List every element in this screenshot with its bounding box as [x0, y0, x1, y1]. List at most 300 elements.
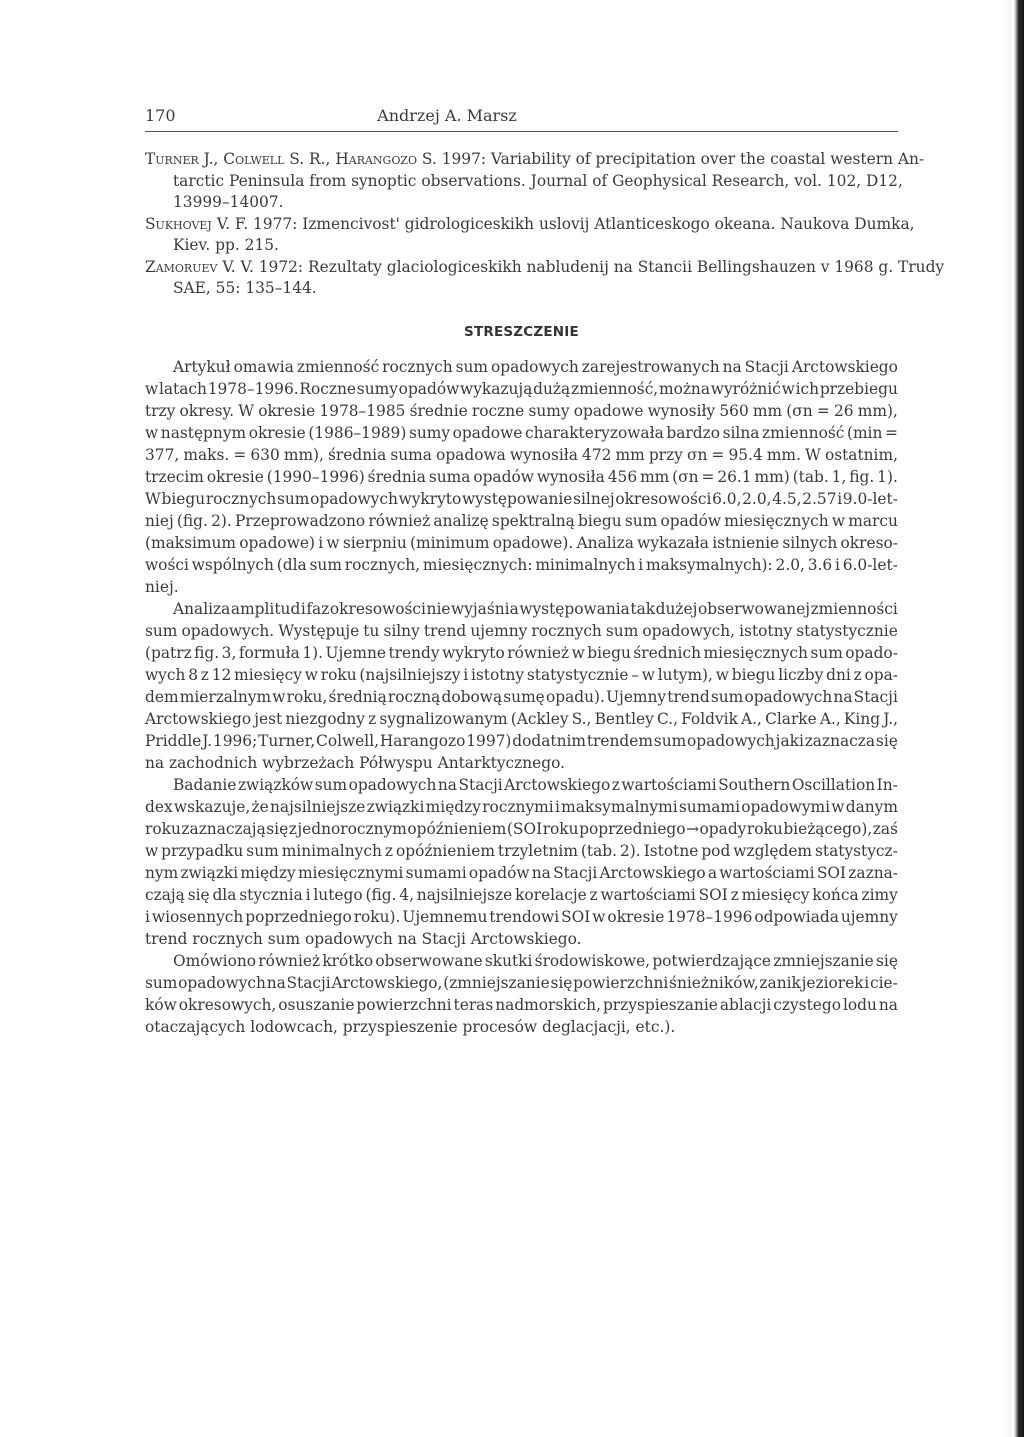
abstract-word: roku [746, 820, 783, 838]
abstract-word: 26 [833, 402, 854, 420]
abstract-word: obserwowane [375, 952, 483, 970]
abstract-word: rocznych [205, 490, 277, 508]
abstract-word: Stacji [744, 358, 789, 376]
abstract-word: opóźnieniem [407, 820, 507, 838]
page-number: 170 [145, 106, 176, 125]
abstract-line [145, 532, 898, 554]
abstract-word: przebiegu [819, 380, 898, 398]
abstract-word: związki [180, 864, 239, 882]
abstract-line [145, 620, 898, 642]
abstract-word: następnym [160, 424, 247, 442]
abstract-word: 1978–1985 [319, 402, 406, 420]
abstract-word: czają [145, 886, 185, 904]
abstract-word: 4, [399, 886, 414, 904]
abstract-word: na [878, 996, 898, 1014]
abstract-word: wartościami [621, 776, 717, 794]
abstract-word: analizę [433, 512, 489, 530]
abstract-word: fig. [194, 644, 220, 662]
abstract-word: 9.0-let- [842, 490, 898, 508]
abstract-word: krótko [322, 952, 374, 970]
abstract-word: i [145, 908, 150, 926]
abstract-word: się [875, 732, 898, 750]
abstract-word: poprzedniego [579, 820, 686, 838]
abstract-word: 2.57 [802, 490, 837, 508]
abstract-word: Southern [718, 776, 791, 794]
abstract-word: statystycznie [796, 622, 898, 640]
abstract-word: 1996; [212, 732, 258, 750]
abstract-word: niej [145, 512, 174, 530]
abstract-word: skutki [484, 952, 533, 970]
abstract-word: 2.0, [775, 556, 805, 574]
abstract-word: wykazują [460, 380, 533, 398]
abstract-line [145, 818, 898, 840]
abstract-word: się [266, 820, 289, 838]
abstract-word: (maksimum [145, 534, 237, 552]
abstract-word: w [831, 512, 846, 530]
abstract-word: statystycz- [815, 842, 898, 860]
abstract-word: J. [202, 732, 213, 750]
abstract-word: istnienie [712, 534, 780, 552]
abstract-word: 95.4 [728, 446, 763, 464]
abstract-word: okresie [258, 402, 316, 420]
abstract-word: i [554, 798, 560, 816]
abstract-line [145, 686, 898, 708]
abstract-word: końca [812, 886, 859, 904]
abstract-word: latach [158, 380, 207, 398]
abstract-word: z [384, 842, 393, 860]
abstract-word: Stacji [458, 776, 503, 794]
abstract-word: biegu [587, 644, 631, 662]
abstract-word: na [437, 776, 457, 794]
abstract-word: na [722, 358, 742, 376]
abstract-word: najsilniejsze [416, 886, 513, 904]
abstract-word: Analiza [576, 534, 634, 552]
abstract-word: trendowi [489, 908, 560, 926]
abstract-word: związki [366, 798, 425, 816]
abstract-word: ków [145, 996, 177, 1014]
abstract-word: średnią [328, 688, 387, 706]
abstract-word: 3.6 [807, 556, 833, 574]
abstract-line [145, 774, 898, 796]
abstract-word: trzy [145, 402, 176, 420]
abstract-word: W [805, 446, 821, 464]
abstract-word: sum [455, 358, 489, 376]
abstract-word: wykryto [398, 490, 462, 508]
abstract-word: również [507, 644, 570, 662]
abstract-word: silnych [782, 534, 838, 552]
abstract-word: sum [309, 556, 342, 574]
abstract-word: σn [686, 446, 708, 464]
abstract-word: bardzo [666, 424, 720, 442]
abstract-word: wynosiła [536, 468, 605, 486]
abstract-word: Ujemnemu [402, 908, 488, 926]
abstract-word: średnia [367, 468, 426, 486]
abstract-word: 1, [831, 468, 847, 486]
abstract-word: osuszanie [278, 996, 355, 1014]
abstract-word: Przeprowadzono [235, 512, 366, 530]
abstract-word: Priddle [145, 732, 202, 750]
abstract-line [145, 598, 898, 620]
abstract-word: 1997) [466, 732, 512, 750]
abstract-word: Arctowskiego [504, 776, 611, 794]
abstract-word: dużą [533, 380, 571, 398]
abstract-word: sum [624, 512, 658, 530]
abstract-word: trend [423, 622, 467, 640]
abstract-line: niej. [145, 578, 179, 596]
abstract-word: (σn [672, 468, 699, 486]
abstract-word: roku [320, 666, 357, 684]
abstract-word: na [833, 688, 853, 706]
abstract-word: że [251, 798, 269, 816]
abstract-word: biegu [161, 490, 206, 508]
abstract-word: opadów [473, 468, 534, 486]
abstract-word: opadowych. [181, 622, 275, 640]
abstract-word: nym [145, 864, 179, 882]
abstract-word: okresie [248, 424, 306, 442]
abstract-word: mierzalnym [179, 688, 272, 706]
abstract-word: 1978–1996. [207, 380, 299, 398]
abstract-word: fig. [849, 468, 875, 486]
abstract-word: 8 [188, 666, 198, 684]
abstract-word: Ujemne [325, 644, 386, 662]
abstract-word: wykryto [442, 644, 505, 662]
abstract-word: związków [237, 776, 314, 794]
abstract-word: Arctowskiego, [331, 974, 443, 992]
abstract-word: rocznymi [482, 798, 554, 816]
abstract-word: ablacji [719, 996, 772, 1014]
abstract-word: średnia [328, 446, 387, 464]
abstract-word: wości [145, 556, 189, 574]
abstract-word: S., [571, 710, 592, 728]
abstract-word: przyspieszanie [602, 996, 718, 1014]
abstract-word: maksymalnymi [561, 798, 678, 816]
abstract-word: (min [846, 424, 883, 442]
abstract-word: się [876, 952, 898, 970]
abstract-word: z [589, 886, 598, 904]
reference-line [145, 171, 903, 193]
abstract-word: miesięcy [234, 666, 302, 684]
abstract-word: roczne [471, 402, 525, 420]
abstract-line: na zachodnich wybrzeżach Półwyspu Antarktycznego. [145, 754, 566, 772]
abstract-line [145, 884, 898, 906]
reference-line [145, 257, 945, 279]
abstract-word: opóźnieniem [395, 842, 495, 860]
abstract-word: istotny [470, 666, 525, 684]
abstract-word: z [853, 666, 862, 684]
abstract-word: Ujemny [606, 688, 667, 706]
abstract-word: średnie [409, 402, 468, 420]
abstract-word: nadmorskich, [495, 996, 601, 1014]
abstract-word: przypadku [161, 842, 244, 860]
page-header [145, 103, 898, 129]
abstract-word: jednorocznym [297, 820, 407, 838]
abstract-word: SOI [698, 886, 728, 904]
abstract-word: sumy [356, 380, 398, 398]
abstract-word: środowiskowe, [534, 952, 651, 970]
abstract-word: mm), [857, 402, 898, 420]
abstract-word: niezgodny [285, 710, 365, 728]
abstract-word: SOI [816, 864, 847, 882]
abstract-word: korelacje [515, 886, 587, 904]
abstract-word: amplitud [230, 600, 301, 618]
abstract-word: w [831, 798, 845, 816]
abstract-word: bieżącego), [783, 820, 873, 838]
abstract-word: King [843, 710, 881, 728]
abstract-word: = [816, 402, 830, 420]
abstract-word: tu [363, 622, 380, 640]
abstract-line [145, 796, 898, 818]
abstract-word: i [837, 490, 843, 508]
abstract-word: sierpniu [342, 534, 407, 552]
abstract-word: SOI [561, 908, 591, 926]
abstract-word: sum [277, 490, 310, 508]
abstract-word: Arctowskiego [599, 864, 706, 882]
abstract-line [145, 862, 898, 884]
abstract-word: sum [246, 842, 279, 860]
abstract-word: zaznaczają [181, 820, 266, 838]
abstract-line: otaczających lodowcach, przyspieszenie procesów deglacjacji, etc.). [145, 1018, 676, 1036]
abstract-word: sum [145, 622, 178, 640]
reference-line [145, 192, 898, 214]
abstract-word: biegu [731, 666, 776, 684]
reference-text: Kiev. pp. 215. [173, 236, 279, 254]
abstract-word: Badanie [173, 776, 237, 794]
abstract-word: sumy [408, 424, 451, 442]
abstract-word: rocznych [531, 622, 602, 640]
abstract-word: opadowych, [642, 622, 736, 640]
abstract-word: poprzedniego [245, 908, 352, 926]
abstract-word: Colwell, [316, 732, 380, 750]
abstract-word: mm [615, 446, 645, 464]
reference-turner [145, 149, 925, 214]
abstract-word: minimalnych [281, 842, 382, 860]
abstract-word: = [233, 446, 247, 464]
abstract-word: (1986–1989) [308, 424, 407, 442]
abstract-word: sum [314, 776, 348, 794]
abstract-word: faz [306, 600, 330, 618]
abstract-word: roku, [286, 688, 328, 706]
abstract-word: zmniejszanie [773, 952, 874, 970]
abstract-word: 2). [211, 512, 232, 530]
abstract-word: na [266, 974, 286, 992]
abstract-line [145, 356, 898, 378]
reference-line [145, 278, 898, 300]
abstract-word: statystycznie [526, 666, 629, 684]
abstract-word: wiosennych [151, 908, 244, 926]
abstract-word: trzyletnim [497, 842, 578, 860]
abstract-line [145, 400, 898, 422]
abstract-word: sygnalizowanym [379, 710, 508, 728]
abstract-word: wartościami [719, 864, 815, 882]
abstract-word: przy [648, 446, 683, 464]
abstract-word: opadowe). [492, 534, 574, 552]
abstract-word: między [240, 864, 296, 882]
abstract-word: roczną [387, 688, 441, 706]
abstract-word: dużej [655, 600, 698, 618]
abstract-word: Bentley [594, 710, 654, 728]
abstract-word: Istotne [643, 842, 699, 860]
abstract-word: zmienność [762, 424, 845, 442]
abstract-word: zanik [759, 974, 801, 992]
abstract-word: (minimum [410, 534, 490, 552]
abstract-line: trend rocznych sum opadowych na Stacji Arctowskiego. [145, 930, 582, 948]
abstract-word: In- [876, 776, 898, 794]
abstract-word: 4.5, [772, 490, 802, 508]
abstract-word: zimy [861, 886, 898, 904]
abstract-word: Clarke [765, 710, 817, 728]
abstract-word: jaki [775, 732, 804, 750]
abstract-word: jeziorek [801, 974, 864, 992]
abstract-word: wspólnych [191, 556, 274, 574]
abstract-word: mm [640, 468, 670, 486]
abstract-word: 456 [607, 468, 638, 486]
abstract-word: między [425, 798, 481, 816]
scan-edge-shadow [1002, 0, 1012, 1437]
abstract-word: powierzchni [356, 996, 452, 1014]
abstract-word: charakteryzowała [524, 424, 664, 442]
abstract-line [145, 466, 898, 488]
abstract-word: miesięcznymi [297, 864, 404, 882]
reference-line [145, 235, 898, 257]
abstract-word: roku [145, 820, 181, 838]
abstract-word: średnich [633, 644, 701, 662]
abstract-line [145, 906, 898, 928]
abstract-word: → [686, 820, 699, 838]
abstract-word: z [368, 710, 377, 728]
abstract-word: silna [722, 424, 760, 442]
abstract-word: (fig. [365, 886, 397, 904]
abstract-word: opado- [845, 644, 898, 662]
abstract-word: okresie [607, 908, 665, 926]
abstract-word: najsilniejsze [269, 798, 366, 816]
abstract-word: sumami [678, 798, 740, 816]
abstract-word: formuła [238, 644, 300, 662]
reference-text: 1997: Variability of precipitation over the coastal western An- [436, 150, 925, 168]
abstract-word: w [326, 534, 340, 552]
abstract-word: (patrz [145, 644, 192, 662]
abstract-word: okresowych, [178, 996, 277, 1014]
abstract-word: lutego [313, 886, 363, 904]
abstract-word: w [781, 380, 795, 398]
abstract-word: sum [653, 732, 687, 750]
abstract-word: mm), [283, 446, 324, 464]
abstract-line [145, 994, 898, 1016]
abstract-word: wyjaśnia [451, 600, 519, 618]
abstract-word: 2). [620, 842, 641, 860]
abstract-word: również [258, 952, 321, 970]
abstract-word: Stacji [553, 864, 598, 882]
abstract-word: teras [453, 996, 494, 1014]
abstract-word: (tab. [792, 468, 829, 486]
abstract-word: wynosiły [647, 402, 716, 420]
abstract-word: okresy. [179, 402, 235, 420]
abstract-word: maks. [183, 446, 230, 464]
abstract-word: sum [810, 644, 843, 662]
abstract-word: roku). [353, 908, 401, 926]
abstract-word: odpowiada [754, 908, 839, 926]
abstract-word: 12 [211, 666, 232, 684]
abstract-word: wych [145, 666, 186, 684]
abstract-line [145, 378, 898, 400]
abstract-word: i [318, 534, 324, 552]
abstract-word: i [463, 666, 469, 684]
abstract-word: występowania [519, 600, 630, 618]
abstract-word: silny [383, 622, 420, 640]
abstract-word: C., [656, 710, 678, 728]
abstract-word: opady [699, 820, 747, 838]
abstract-word: istotny [739, 622, 793, 640]
abstract-body [145, 356, 898, 1038]
references-list [145, 149, 945, 300]
reference-line [145, 149, 925, 171]
abstract-word: liczby [778, 666, 824, 684]
abstract-word: miesięcznych [703, 644, 808, 662]
abstract-word: i [835, 556, 840, 574]
abstract-line [145, 510, 898, 532]
abstract-word: pod [701, 842, 731, 860]
abstract-word: w [592, 908, 606, 926]
abstract-word: rocznych [382, 358, 453, 376]
abstract-word: okresie [206, 468, 264, 486]
abstract-word: A., [741, 710, 762, 728]
reference-author: Turner J., Colwell S. R., Harangozo S. [145, 150, 437, 168]
abstract-word: opadowych [310, 490, 398, 508]
abstract-word: Roczne [299, 380, 357, 398]
abstract-line [145, 422, 898, 444]
abstract-line [145, 708, 898, 730]
abstract-word: opa- [864, 666, 898, 684]
reference-sukhovej [145, 214, 915, 257]
abstract-word: powierzchni [573, 974, 669, 992]
abstract-line [145, 642, 898, 664]
abstract-line [145, 444, 898, 466]
abstract-word: ich [795, 380, 820, 398]
abstract-word: spektralną [491, 512, 575, 530]
abstract-word: opadów [660, 512, 722, 530]
reference-text: 1977: Izmencivost' gidrologiceskikh uslovij Atlanticeskogo okeana. Naukova Dumka, [248, 214, 915, 233]
abstract-word: dem [145, 688, 179, 706]
abstract-word: zaś [872, 820, 898, 838]
abstract-word: opadu). [545, 688, 605, 706]
abstract-word: Artykuł [173, 358, 231, 376]
abstract-word: (SOI [506, 820, 543, 838]
abstract-word: suma [428, 468, 471, 486]
reference-line [145, 214, 915, 236]
abstract-word: 3, [221, 644, 237, 662]
abstract-word: 1). [302, 644, 324, 662]
section-title: STRESZCZENIE [464, 324, 579, 340]
abstract-word: (najsilniejszy [359, 666, 461, 684]
abstract-word: Arctowskiego [791, 358, 898, 376]
abstract-word: Turner, [258, 732, 316, 750]
abstract-word: opadowych [687, 732, 775, 750]
abstract-word: – [631, 666, 639, 684]
abstract-word: (dla [276, 556, 307, 574]
abstract-word: zaznacza [804, 732, 876, 750]
abstract-word: i [638, 556, 644, 574]
reference-author: Zamoruev V. V. [145, 257, 254, 276]
abstract-word: trendem [586, 732, 653, 750]
abstract-word: a [707, 864, 718, 882]
abstract-word: suma [390, 446, 432, 464]
abstract-word: można [658, 380, 711, 398]
abstract-word: marcu [848, 512, 898, 530]
abstract-word: cie- [869, 974, 898, 992]
running-head: Andrzej A. Marsz [377, 106, 517, 125]
abstract-word: okresowości [615, 490, 712, 508]
abstract-word: opadowych [348, 776, 437, 794]
abstract-word: opadowe [452, 424, 523, 442]
